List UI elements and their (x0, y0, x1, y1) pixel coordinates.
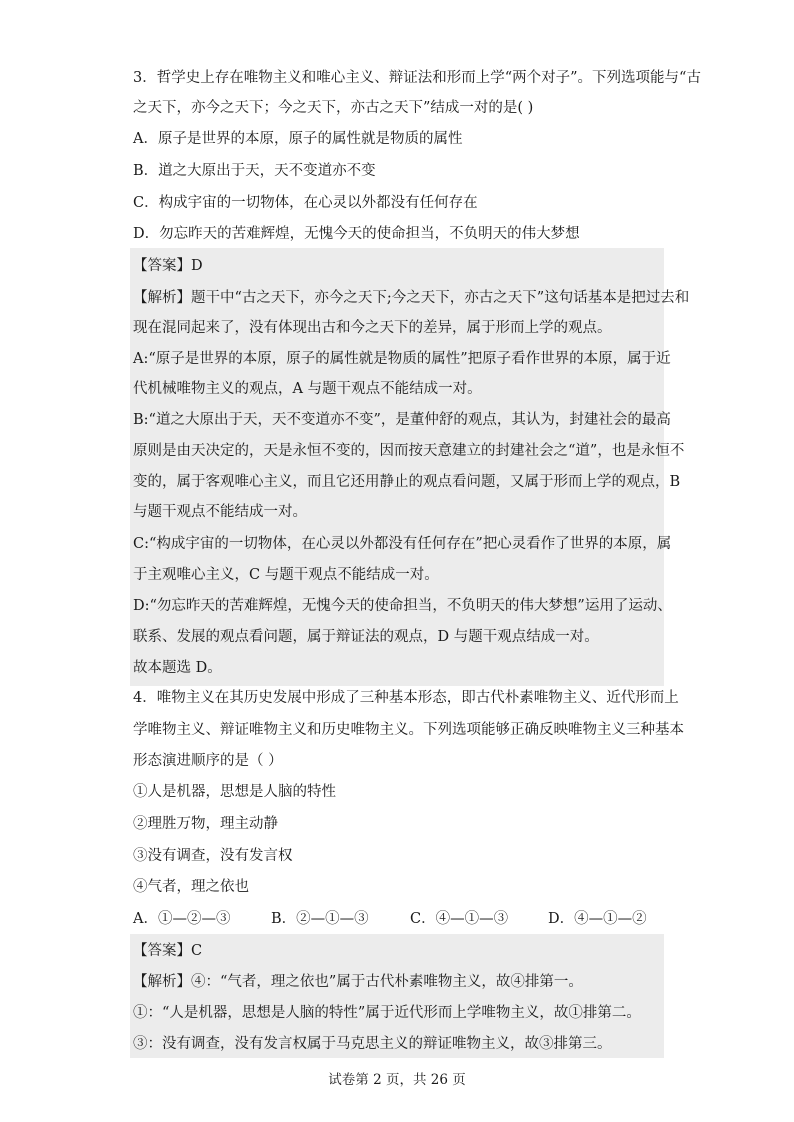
q3-analysis-line: B:“道之大原出于天，天不变道亦不变”，是董仲舒的观点，其认为，封建社会的最高 (133, 412, 671, 428)
q4-choice-c: C．④—①—③ (410, 911, 509, 927)
q3-analysis-line: 现在混同起来了，没有体现出古和今之天下的差异，属于形而上学的观点。 (133, 320, 612, 336)
q4-stem-line-1: 4．唯物主义在其历史发展中形成了三种基本形态，即古代朴素唯物主义、近代形而上 (133, 690, 679, 706)
q3-analysis-line: C:“构成宇宙的一切物体，在心灵以外都没有任何存在”把心灵看作了世界的本原，属 (133, 536, 672, 552)
q3-analysis-line: 联系、发展的观点看问题，属于辩证法的观点，D 与题干观点结成一对。 (133, 629, 599, 645)
q3-analysis-line: A:“原子是世界的本原，原子的属性就是物质的属性”把原子看作世界的本原，属于近 (133, 351, 671, 367)
q3-analysis-line: 代机械唯物主义的观点，A 与题干观点不能结成一对。 (133, 381, 482, 397)
q4-item-1: ①人是机器，思想是人脑的特性 (133, 784, 336, 800)
q4-item-2: ②理胜万物，理主动静 (133, 816, 278, 832)
q3-analysis-conclusion: 故本题选 D。 (133, 660, 222, 676)
q3-analysis-line: D:“勿忘昨天的苦难辉煌，无愧今天的使命担当，不负明天的伟大梦想”运用了运动、 (133, 598, 672, 614)
q4-choice-b: B．②—①—③ (271, 911, 369, 927)
q3-analysis-line: 变的，属于客观唯心主义，而且它还用静止的观点看问题，又属于形而上学的观点，B (133, 474, 681, 490)
q4-choice-d: D．④—①—② (548, 911, 647, 927)
q3-analysis-shade (130, 248, 690, 686)
q3-answer: 【答案】D (133, 258, 203, 274)
q4-item-4: ④气者，理之依也 (133, 879, 249, 895)
q3-analysis-line: 原则是由天决定的，天是永恒不变的，因而按天意建立的封建社会之“道”，也是永恒不 (133, 443, 685, 459)
q3-analysis-line: 与题干观点不能结成一对。 (133, 504, 307, 520)
q4-answer: 【答案】C (133, 943, 203, 959)
q4-item-3: ③没有调查，没有发言权 (133, 848, 293, 864)
q4-analysis-line: ③：没有调查，没有发言权属于马克思主义的辩证唯物主义，故③排第三。 (133, 1036, 612, 1052)
q3-option-c: C．构成宇宙的一切物体，在心灵以外都没有任何存在 (133, 195, 478, 211)
q4-analysis-line: 【解析】④：“气者，理之依也”属于古代朴素唯物主义，故④排第一。 (133, 974, 583, 990)
q4-choice-a: A．①—②—③ (133, 911, 231, 927)
q3-analysis-line: 于主观唯心主义，C 与题干观点不能结成一对。 (133, 567, 439, 583)
page-footer: 试卷第 2 页，共 26 页 (328, 1072, 466, 1088)
q3-option-d: D．勿忘昨天的苦难辉煌，无愧今天的使命担当，不负明天的伟大梦想 (133, 226, 580, 242)
q3-stem-line-1: 3．哲学史上存在唯物主义和唯心主义、辩证法和形而上学“两个对子”。下列选项能与“古 (133, 70, 701, 86)
q3-option-b: B．道之大原出于天，天不变道亦不变 (133, 163, 376, 179)
q3-analysis-line: 【解析】题干中“古之天下，亦今之天下;今之天下，亦古之天下”这句话基本是把过去和 (133, 290, 690, 306)
q3-stem-line-2: 之天下，亦今之天下；今之天下，亦古之天下”结成一对的是( ) (133, 100, 534, 116)
q3-option-a: A．原子是世界的本原，原子的属性就是物质的属性 (133, 131, 463, 147)
q4-stem-line-2: 学唯物主义、辩证唯物主义和历史唯物主义。下列选项能够正确反映唯物主义三种基本 (133, 722, 684, 738)
q4-analysis-line: ①：“人是机器，思想是人脑的特性”属于近代形而上学唯物主义，故①排第二。 (133, 1005, 641, 1021)
q4-stem-line-3: 形态演进顺序的是（ ） (133, 753, 283, 769)
